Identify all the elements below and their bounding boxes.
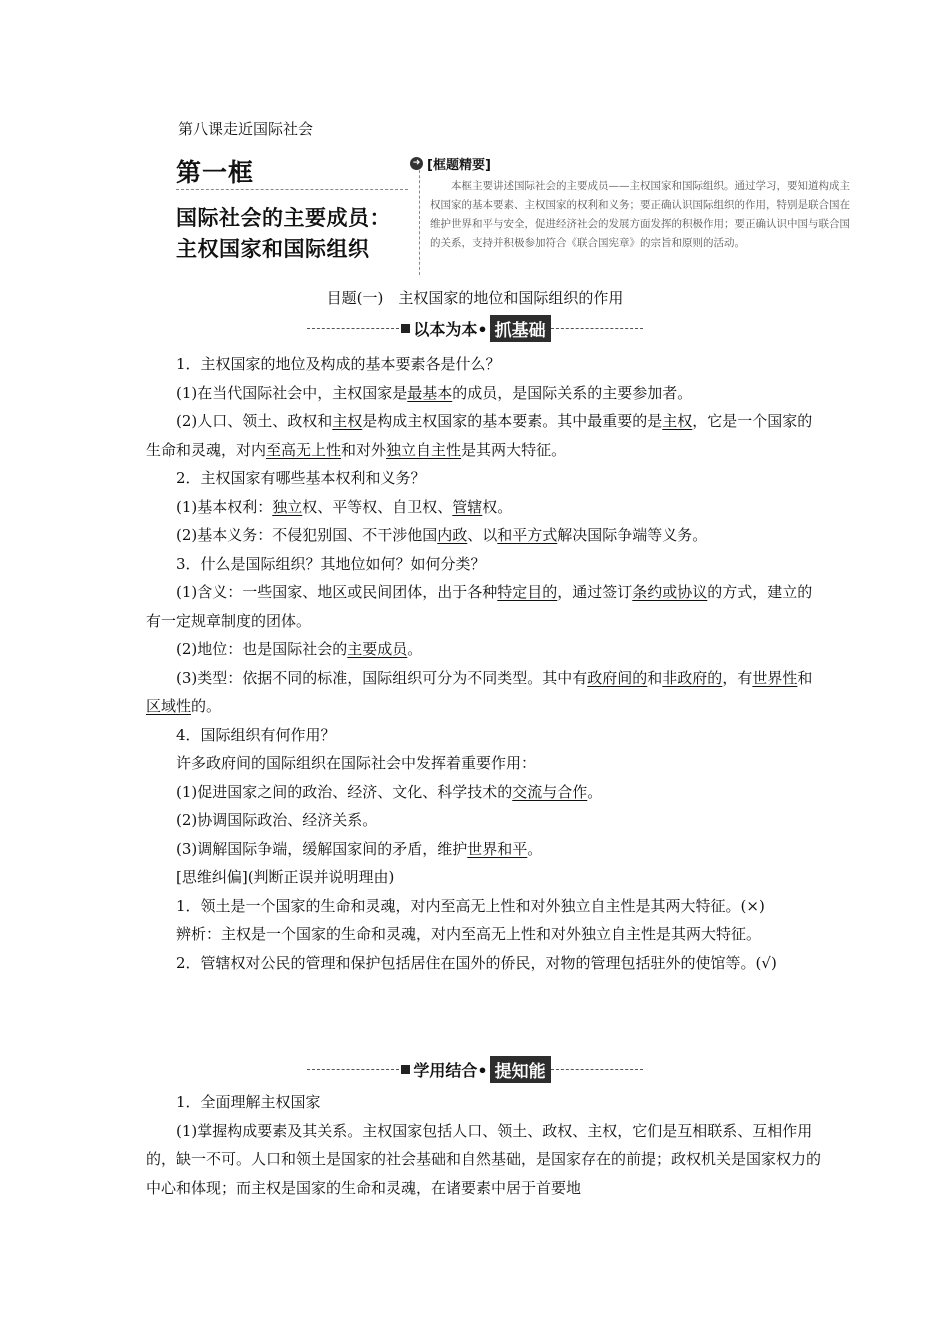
answer-2-1: (1)基本权利：独立权、平等权、自卫权、管辖权。 xyxy=(176,497,513,516)
answer-4-intro: 许多政府间的国际组织在国际社会中发挥着重要作用： xyxy=(176,754,537,772)
topic-heading: 目题(一) 主权国家的地位和国际组织的作用 xyxy=(326,289,624,307)
section-banner-basics xyxy=(0,314,950,342)
banner-box: 抓基础 xyxy=(490,315,551,342)
banner-dash-right xyxy=(551,1069,643,1070)
frame-title xyxy=(176,203,391,265)
lesson-title: 第八课走近国际社会 xyxy=(178,120,314,138)
banner-text: 以本为本• xyxy=(413,319,488,339)
basics-content xyxy=(146,350,826,977)
answer-3-2: (2)地位：也是国际社会的主要成员。 xyxy=(176,640,423,658)
paragraph: (1)掌握构成要素及其关系。主权国家包括人口、领土、政权、主权，它们是互相联系、互相作用的，缺一不可。人口和领土是国家的社会基础和自然基础，是国家存在的前提；政权机关是国家权力的中心和体现；而主权是国家的生命和灵魂，在诸要素中居于首要地 xyxy=(146,1121,822,1197)
frame-title-line1: 国际社会的主要成员： xyxy=(176,206,391,230)
banner-dash-left xyxy=(307,328,399,329)
question-1: 1．主权国家的地位及构成的基本要素各是什么？ xyxy=(176,355,501,373)
frame-number: 第一框 xyxy=(176,158,255,187)
summary-text: 本框主要讲述国际社会的主要成员——主权国家和国际组织。通过学习，要知道构成主权国家的基本要素、主权国家的权利和义务；要正确认识国际组织的作用，特别是联合国在维护世界和平与安全，促进经济社会的发展方面发挥的积极作用；要正确认识中国与联合国的关系，支持并积极参加符合《联合国宪章》的宗旨和原则的活动。 xyxy=(430,180,850,249)
frame-divider xyxy=(176,189,408,190)
vertical-divider xyxy=(419,165,420,275)
answer-3-3: (3)类型：依据不同的标准，国际组织可分为不同类型。其中有政府间的和非政府的，有世界性和区域性的。 xyxy=(146,668,813,715)
judgement-1: 1．领土是一个国家的生命和灵魂，对内至高无上性和对外独立自主性是其两大特征。(×) xyxy=(176,896,765,915)
banner-dash-left xyxy=(307,1069,399,1070)
square-icon xyxy=(401,1065,410,1074)
arrow-circle-icon: ➜ xyxy=(410,157,423,170)
judgement-1-analysis: 辨析：主权是一个国家的生命和灵魂，对内至高无上性和对外独立自主性是其两大特征。 xyxy=(176,925,762,943)
answer-3-1: (1)含义：一些国家、地区或民间团体，出于各种特定目的，通过签订条约或协议的方式，建立的有一定规章制度的团体。 xyxy=(146,583,813,630)
frame-title-line2: 主权国家和国际组织 xyxy=(176,237,370,261)
answer-2-2: (2)基本义务：不侵犯别国、不干涉他国内政、以和平方式解决国际争端等义务。 xyxy=(176,526,708,544)
summary-heading xyxy=(410,154,491,173)
answer-1-2: (2)人口、领土、政权和主权是构成主权国家的基本要素。其中最重要的是主权，它是一个国家的生命和灵魂，对内至高无上性和对外独立自主性是其两大特征。 xyxy=(146,412,813,459)
question-3: 3．什么是国际组织？其地位如何？如何分类？ xyxy=(176,554,486,573)
question-2: 2．主权国家有哪些基本权利和义务？ xyxy=(176,469,426,487)
answer-4-3: (3)调解国际争端，缓解国家间的矛盾，维护世界和平。 xyxy=(176,839,543,858)
judgement-2: 2．管辖权对公民的管理和保护包括居住在国外的侨民，对物的管理包括驻外的使馆等。(√) xyxy=(176,953,777,972)
answer-4-1: (1)促进国家之间的政治、经济、文化、科学技术的交流与合作。 xyxy=(176,782,603,801)
summary-label: [框题精要] xyxy=(427,158,491,173)
answer-4-2: (2)协调国际政治、经济关系。 xyxy=(176,811,378,829)
square-icon xyxy=(401,324,410,333)
think-heading: [思维纠偏](判断正误并说明理由) xyxy=(176,868,395,886)
banner-dash-right xyxy=(551,328,643,329)
banner-box: 提知能 xyxy=(490,1056,551,1083)
section-heading: 1．全面理解主权国家 xyxy=(176,1093,321,1111)
application-content xyxy=(146,1088,826,1202)
banner-text: 学用结合• xyxy=(413,1060,488,1080)
question-4: 4．国际组织有何作用？ xyxy=(176,725,336,744)
section-banner-application xyxy=(0,1055,950,1083)
answer-1-1: (1)在当代国际社会中，主权国家是最基本的成员，是国际关系的主要参加者。 xyxy=(176,383,693,402)
